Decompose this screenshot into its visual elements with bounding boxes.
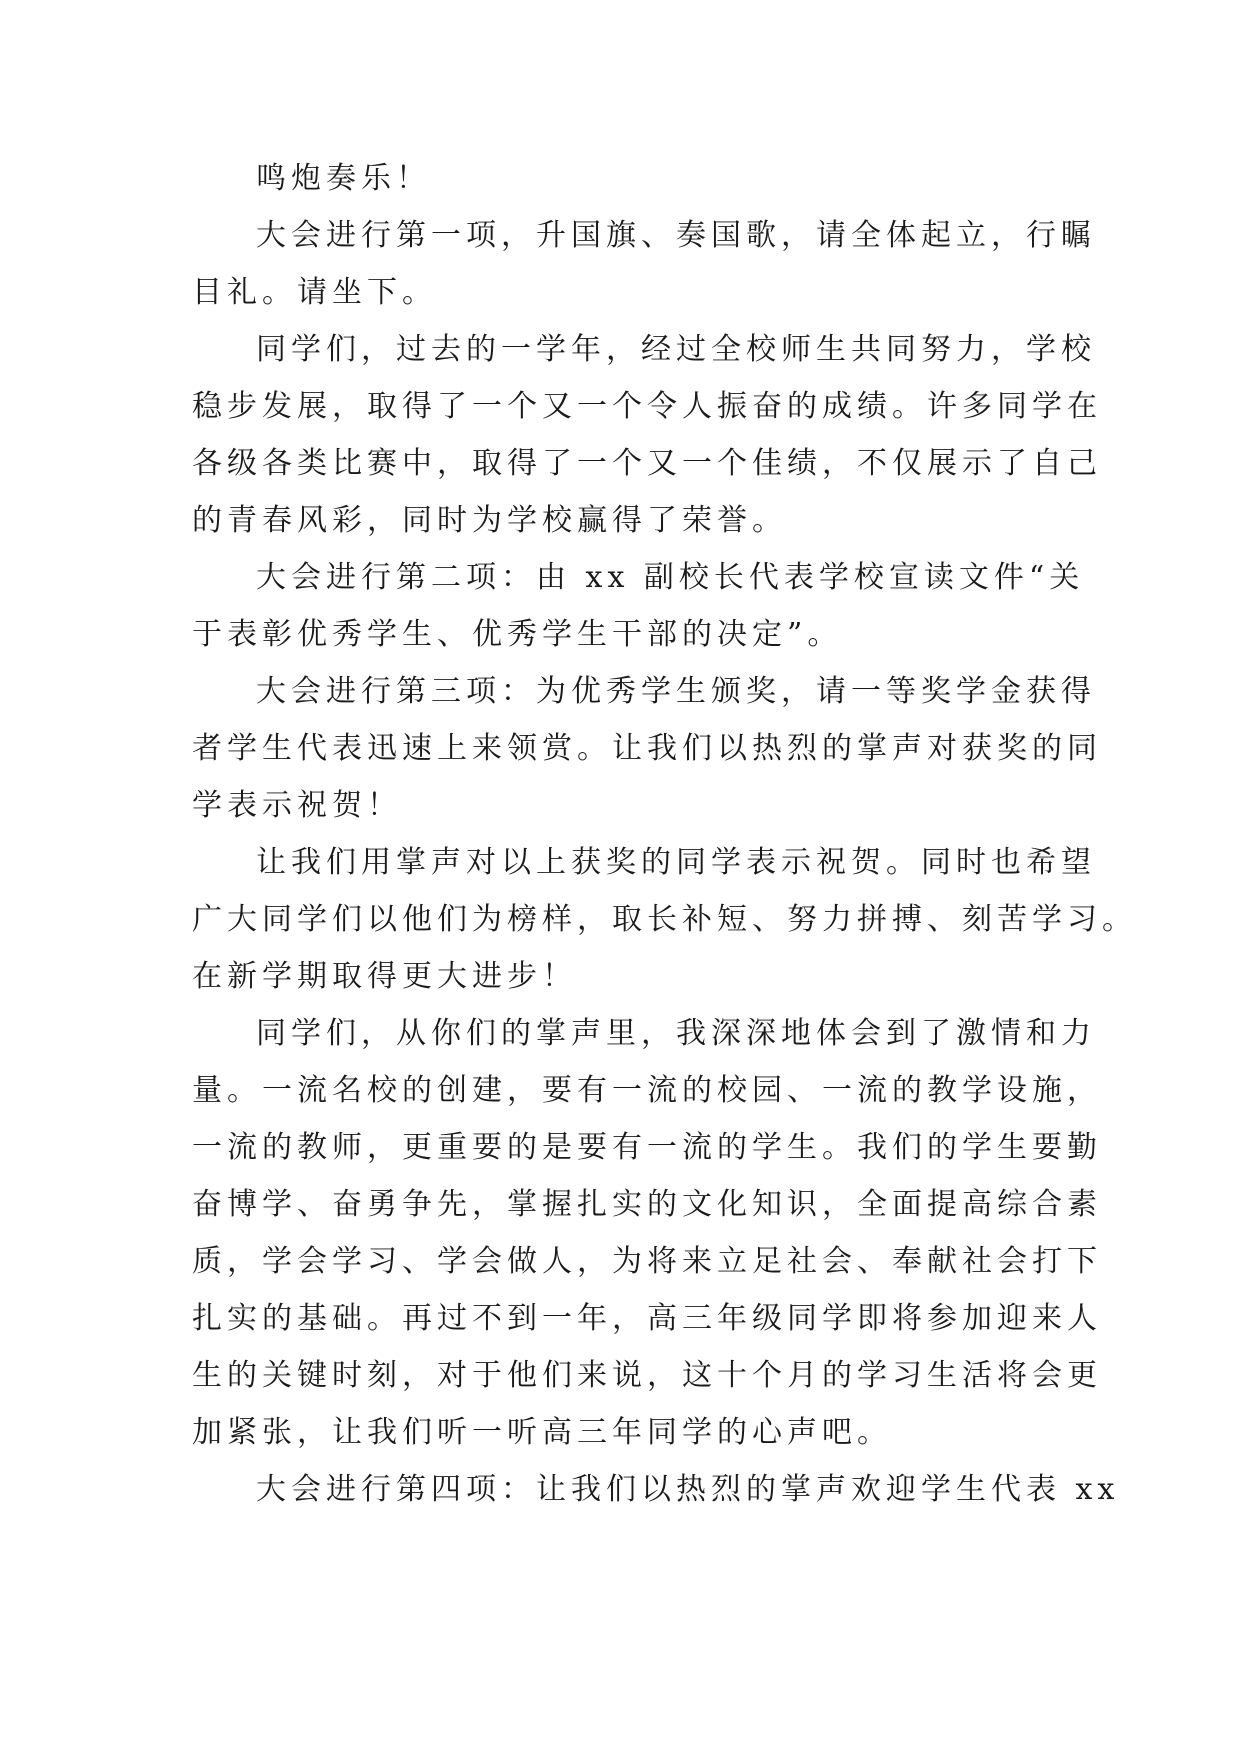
text-line: 一流的教师，更重要的是要有一流的学生。我们的学生要勤 bbox=[192, 1130, 1102, 1165]
text-line: 广大同学们以他们为榜样，取长补短、努力拼搏、刻苦学习。 bbox=[192, 902, 1137, 937]
text-line: 的青春风彩，同时为学校赢得了荣誉。 bbox=[192, 503, 787, 538]
text-line: 同学们，从你们的掌声里，我深深地体会到了激情和力 bbox=[256, 1016, 1096, 1051]
text-line: 同学们，过去的一学年，经过全校师生共同努力，学校 bbox=[256, 332, 1096, 367]
text-line: 让我们用掌声对以上获奖的同学表示祝贺。同时也希望 bbox=[256, 845, 1096, 880]
text-line: 加紧张，让我们听一听高三年同学的心声吧。 bbox=[192, 1415, 892, 1450]
paragraph bbox=[192, 150, 1052, 207]
text-line: 目礼。请坐下。 bbox=[192, 275, 437, 310]
text-line: 各级各类比赛中，取得了一个又一个佳绩，不仅展示了自己 bbox=[192, 446, 1102, 481]
paragraph bbox=[192, 1461, 1120, 1518]
text-line: 大会进行第四项：让我们以热烈的掌声欢迎学生代表 xx bbox=[256, 1472, 1120, 1507]
text-line: 奋博学、奋勇争先，掌握扎实的文化知识，全面提高综合素 bbox=[192, 1187, 1102, 1222]
paragraph bbox=[192, 1005, 1102, 1461]
paragraph bbox=[192, 207, 1096, 321]
text-line: 鸣炮奏乐！ bbox=[256, 161, 431, 196]
paragraph bbox=[192, 663, 1102, 834]
text-line: 质，学会学习、学会做人，为将来立足社会、奉献社会打下 bbox=[192, 1244, 1102, 1279]
text-line: 量。一流名校的创建，要有一流的校园、一流的教学设施， bbox=[192, 1073, 1102, 1108]
text-line: 大会进行第二项：由 xx 副校长代表学校宣读文件“关 bbox=[256, 560, 1085, 595]
text-line: 生的关键时刻，对于他们来说，这十个月的学习生活将会更 bbox=[192, 1358, 1102, 1393]
document-body bbox=[192, 150, 1137, 1518]
paragraph bbox=[192, 834, 1137, 1005]
text-line: 于表彰优秀学生、优秀学生干部的决定”。 bbox=[192, 617, 843, 652]
text-line: 扎实的基础。再过不到一年，高三年级同学即将参加迎来人 bbox=[192, 1301, 1102, 1336]
paragraph bbox=[192, 321, 1102, 549]
text-line: 在新学期取得更大进步！ bbox=[192, 959, 577, 994]
text-line: 大会进行第一项，升国旗、奏国歌，请全体起立，行瞩 bbox=[256, 218, 1096, 253]
text-line: 学表示祝贺！ bbox=[192, 788, 402, 823]
text-line: 者学生代表迅速上来领赏。让我们以热烈的掌声对获奖的同 bbox=[192, 731, 1102, 766]
text-line: 稳步发展，取得了一个又一个令人振奋的成绩。许多同学在 bbox=[192, 389, 1102, 424]
text-line: 大会进行第三项：为优秀学生颁奖，请一等奖学金获得 bbox=[256, 674, 1096, 709]
paragraph bbox=[192, 549, 1085, 663]
